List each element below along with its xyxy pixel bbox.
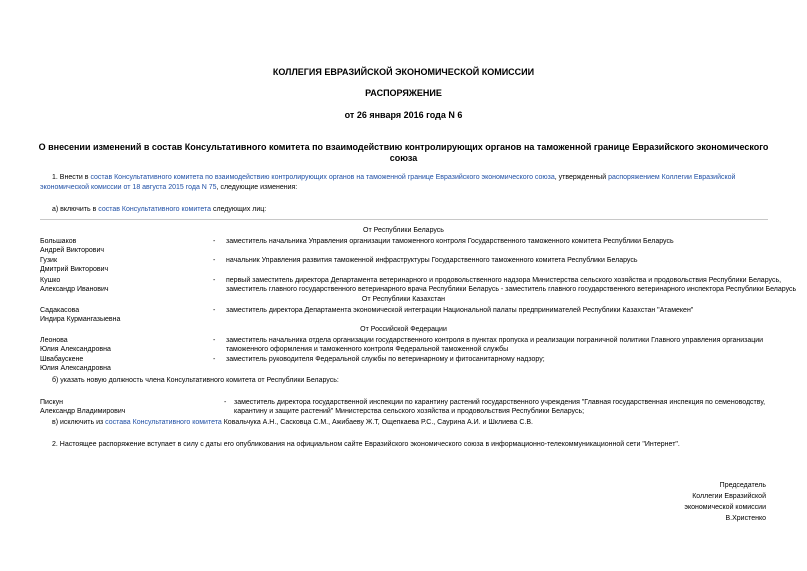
doc-title-line1: О внесении изменений в состав Консультативного комитета по взаимодействию контролирующих органов на таможенной границе Евразийского экономического xyxy=(38,142,769,152)
signature-org-2: экономической комиссии xyxy=(684,504,766,511)
person-position-cont: карантину и защите растений" Министерства сельского хозяйства и продовольствия Республики Беларусь; xyxy=(234,408,585,415)
person-surname: Большаков xyxy=(40,238,77,245)
item-a-text: а) включить в xyxy=(52,206,97,213)
dash: - xyxy=(213,307,216,314)
person-surname: Кушко xyxy=(40,277,61,284)
person-surname: Гузик xyxy=(40,257,58,264)
person-surname: Садакасова xyxy=(40,307,80,314)
signature-title: Председатель xyxy=(719,482,766,489)
dash: - xyxy=(213,356,216,363)
person-position: заместитель директора государственной инспекции по карантину растений государственного учреждения "Главная государственная инспекция по семеноводству, xyxy=(234,399,766,406)
committee-link-a[interactable]: состав Консультативного комитета xyxy=(98,206,212,213)
paragraph-2: 2. Настоящее распоряжение вступает в силу с даты его опубликования на официальном сайте Евразийского экономического союза в информационно-телекоммуникационной сети "Интернет". xyxy=(52,441,680,448)
item-a-text-b: следующих лиц: xyxy=(213,206,267,213)
dash: - xyxy=(224,399,227,406)
person-surname: Леонова xyxy=(40,337,68,344)
person-position: заместитель начальника отдела организации государственного контроля в пунктах пропуска и реализации пограничной политики Главного управления организации xyxy=(226,337,764,344)
group-russia: От Российской Федерации xyxy=(360,326,447,333)
dash: - xyxy=(213,238,216,245)
person-position: начальник Управления развития таможенной инфраструктуры Государственного таможенного комитета Республики Беларусь xyxy=(226,257,638,264)
doc-type: РАСПОРЯЖЕНИЕ xyxy=(365,88,442,98)
person-surname: Швабаускене xyxy=(40,356,84,363)
group-belarus: От Республики Беларусь xyxy=(363,227,444,234)
item-c xyxy=(52,418,533,427)
person-name: Дмитрий Викторович xyxy=(40,266,109,273)
person-name: Индира Курмангазыевна xyxy=(40,316,121,323)
person-name: Юлия Александровна xyxy=(40,346,111,353)
person-name: Юлия Александровна xyxy=(40,365,111,372)
person-name: Александр Иванович xyxy=(40,286,109,293)
person-name: Александр Владимирович xyxy=(40,408,126,415)
person-position-cont: таможенного оформления и таможенного контроля Федеральной таможенной службы xyxy=(226,346,509,353)
org-name: КОЛЛЕГИЯ ЕВРАЗИЙСКОЙ ЭКОНОМИЧЕСКОЙ КОМИССИИ xyxy=(272,67,535,77)
dash: - xyxy=(213,257,216,264)
person-surname: Пискун xyxy=(40,399,63,406)
signature-name: В.Христенко xyxy=(725,515,766,522)
person-name: Андрей Викторович xyxy=(40,247,105,254)
dash: - xyxy=(213,337,216,344)
group-kazakhstan: От Республики Казахстан xyxy=(361,296,446,303)
committee-link-c[interactable]: состава Консультативного комитета xyxy=(105,419,222,426)
paragraph-1-text: 1. Внести в xyxy=(52,174,89,181)
committee-composition-link[interactable]: состав Консультативного комитета по взаимодействию контролирующих органов на таможенной границе Евразийского экономического союза xyxy=(90,174,555,181)
doc-date: от 26 января 2016 года N 6 xyxy=(344,110,463,120)
item-b: б) указать новую должность члена Консультативного комитета от Республики Беларусь: xyxy=(52,377,339,384)
dash: - xyxy=(213,277,216,284)
person-position: первый заместитель директора Департамента ветеринарного и продовольственного надзора Министерства сельского хозяйства и продовольствия Республики Беларусь, xyxy=(226,277,782,284)
item-c-text-b: Ковальчука А.Н., Сасковца С.М., Ажибаеву Ж.Т, Ощепкаева Р.С., Саурина А.И. и Шклиева С.В. xyxy=(223,419,533,426)
table-divider xyxy=(40,219,768,220)
item-a xyxy=(52,205,266,214)
person-position-cont: заместитель главного государственного ветеринарного врача Республики Беларусь - заместитель главного государственного ветеринарного инспектора Республики Беларусь xyxy=(226,286,797,293)
person-position: заместитель начальника Управления организации таможенного контроля Государственного таможенного комитета Республики Беларусь xyxy=(226,238,674,245)
person-position: заместитель руководителя Федеральной службы по ветеринарному и фитосанитарному надзору; xyxy=(226,356,545,363)
paragraph-1-text-c: , следующие изменения: xyxy=(216,184,298,191)
signature-org-1: Коллегии Евразийской xyxy=(692,493,766,500)
paragraph-1-line1 xyxy=(52,173,735,182)
decision-link-part2[interactable]: экономической комиссии от 18 августа 2015 года N 75 xyxy=(40,184,217,191)
paragraph-1-line2 xyxy=(40,183,297,192)
paragraph-1-text-b: , утвержденный xyxy=(554,174,607,181)
decision-link-part1[interactable]: распоряжением Коллегии Евразийской xyxy=(608,174,736,181)
person-position: заместитель директора Департамента экономической интеграции Национальной палаты предпринимателей Республики Казахстан "Атамекен" xyxy=(226,307,694,314)
item-c-text: в) исключить из xyxy=(52,419,104,426)
doc-title-line2: союза xyxy=(389,153,418,163)
